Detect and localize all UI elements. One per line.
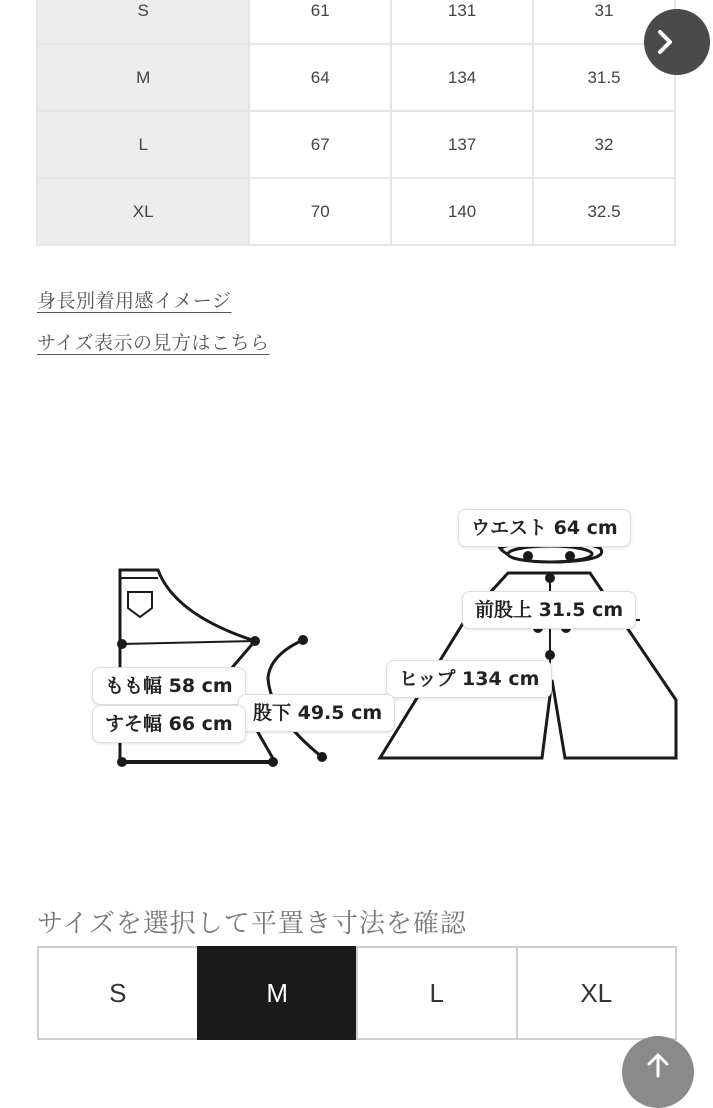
table-row <box>37 178 675 245</box>
value-cell: 32.5 <box>533 178 675 245</box>
value-cell: 134 <box>391 44 533 111</box>
size-option-s[interactable]: S <box>37 946 199 1040</box>
value-cell: 64 <box>249 44 391 111</box>
size-cell: XL <box>37 178 249 245</box>
value-cell: 137 <box>391 111 533 178</box>
value-cell: 31 <box>533 0 675 44</box>
size-table <box>36 0 676 246</box>
front-rise-measure-label: 前股上 31.5 cm <box>462 591 636 629</box>
scroll-to-top-button[interactable] <box>622 1036 694 1108</box>
measurement-diagram <box>0 500 713 790</box>
arrow-up-icon <box>645 1052 671 1078</box>
waist-measure-label: ウエスト 64 cm <box>458 509 631 547</box>
size-selector <box>37 946 677 1040</box>
value-cell: 61 <box>249 0 391 44</box>
size-cell: M <box>37 44 249 111</box>
table-row <box>37 0 675 44</box>
hem-measure-label: すそ幅 66 cm <box>92 705 246 743</box>
size-guide-link[interactable]: サイズ表示の見方はこちら <box>37 332 270 354</box>
size-cell: L <box>37 111 249 178</box>
size-option-xl[interactable]: XL <box>516 946 678 1040</box>
table-row <box>37 44 675 111</box>
value-cell: 32 <box>533 111 675 178</box>
value-cell: 70 <box>249 178 391 245</box>
inseam-measure-label: 股下 49.5 cm <box>238 694 395 732</box>
chevron-right-icon <box>654 29 676 55</box>
table-row <box>37 111 675 178</box>
size-option-l[interactable]: L <box>356 946 518 1040</box>
hip-measure-label: ヒップ 134 cm <box>386 660 552 698</box>
size-option-m[interactable]: M <box>197 946 359 1040</box>
value-cell: 131 <box>391 0 533 44</box>
front-view-pants <box>380 539 676 758</box>
table-scroll-next-button[interactable] <box>644 9 710 75</box>
size-cell: S <box>37 0 249 44</box>
value-cell: 140 <box>391 178 533 245</box>
size-selector-title: サイズを選択して平置き寸法を確認 <box>37 909 467 939</box>
fit-image-link[interactable]: 身長別着用感イメージ <box>37 290 232 312</box>
value-cell: 67 <box>249 111 391 178</box>
value-cell: 31.5 <box>533 44 675 111</box>
thigh-measure-label: もも幅 58 cm <box>92 667 246 705</box>
